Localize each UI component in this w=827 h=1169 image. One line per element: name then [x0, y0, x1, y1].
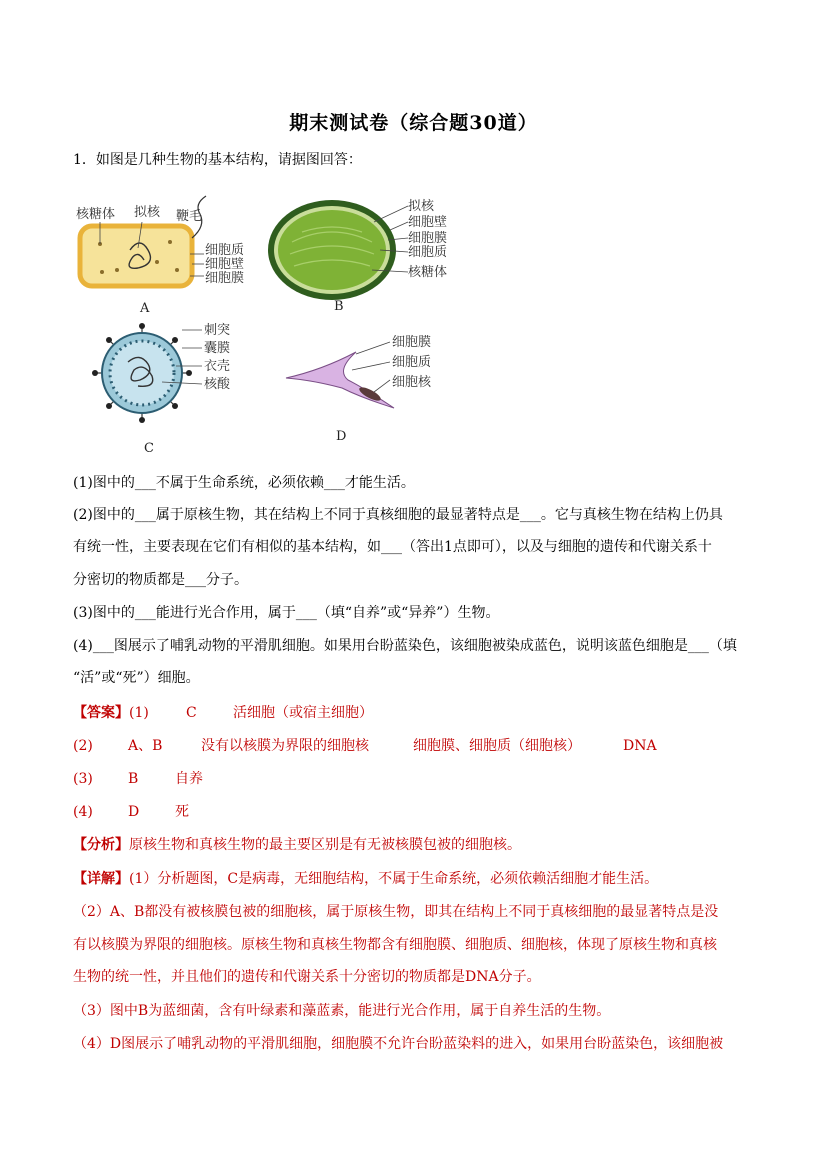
answer-2-b: 没有以核膜为界限的细胞核: [201, 738, 369, 754]
label-nucleoid: 拟核: [408, 199, 435, 214]
label-ribosome: 核糖体: [76, 207, 116, 222]
label-cell-wall: 细胞壁: [205, 257, 245, 272]
answer-3-number: (3): [73, 771, 93, 787]
detail-line-3: 有以核膜为界限的细胞核。原核生物和真核生物都含有细胞膜、细胞质、细胞核，体现了原核生物和真核: [73, 937, 717, 953]
question-2-line-2: 有统一性，主要表现在它们有相似的基本结构，如___（答出1点即可），以及与细胞的遗传和代谢关系十: [73, 539, 712, 555]
detail-line-5: （3）图中B为蓝细菌，含有叶绿素和藻蓝素，能进行光合作用，属于自养生活的生物。: [73, 1003, 611, 1019]
answer-tag: 【答案】: [73, 705, 129, 721]
label-nucleoid: 拟核: [134, 205, 161, 220]
page-title: 期末测试卷（综合题30道）: [289, 112, 538, 134]
answer-1-a: C: [186, 705, 197, 721]
question-stem: 1．如图是几种生物的基本结构，请据图回答：: [73, 152, 362, 168]
answer-4-number: (4): [73, 804, 93, 820]
prokaryote-cell-shape: [80, 226, 192, 286]
label-cell-wall: 细胞壁: [408, 215, 448, 230]
detail-p1: (1）分析题图，C是病毒，无细胞结构，不属于生命系统，必须依赖活细胞才能生活。: [129, 871, 659, 887]
answer-3-b: 自养: [175, 771, 203, 787]
question-3: (3)图中的___能进行光合作用，属于___（填“自养”或“异养”）生物。: [73, 605, 500, 621]
answer-2-a: A、B: [128, 738, 163, 754]
answer-3-a: B: [128, 771, 139, 787]
figure-d: [282, 330, 457, 445]
answer-2-number: (2): [73, 738, 93, 754]
figure-c: [90, 322, 260, 460]
figure-b-caption: B: [334, 299, 344, 314]
answer-1-b: 活细胞（或宿主细胞）: [233, 705, 373, 721]
detail-line-2: （2）A、B都没有被核膜包被的细胞核，属于原核生物，即其在结构上不同于真核细胞的最显著特点是没: [73, 904, 719, 920]
analysis-line: [73, 835, 763, 855]
question-1: (1)图中的___不属于生命系统，必须依赖___才能生活。: [73, 475, 415, 491]
label-cell-membrane: 细胞膜: [408, 231, 448, 246]
label-flagellum: 鞭毛: [176, 209, 203, 224]
detail-line-6: （4）D图展示了哺乳动物的平滑肌细胞，细胞膜不允许台盼蓝染料的进入，如果用台盼蓝染色，该细胞被: [73, 1036, 724, 1052]
answer-row-2: [73, 736, 763, 756]
label-cell-membrane: 细胞膜: [205, 271, 245, 286]
figure-c-caption: C: [144, 441, 154, 456]
analysis-text: 原核生物和真核生物的最主要区别是有无被核膜包被的细胞核。: [129, 837, 521, 853]
answer-1-number: (1): [129, 705, 149, 721]
label-envelope: 囊膜: [204, 341, 231, 356]
question-2-line-3: 分密切的物质都是___分子。: [73, 572, 248, 588]
detail-tag: 【详解】: [73, 871, 129, 887]
question-2-line-1: (2)图中的___属于原核生物，其在结构上不同于真核细胞的最显著特点是___。它与真核生物在结构上仍具: [73, 507, 723, 523]
answer-4-b: 死: [175, 804, 189, 820]
label-cell-membrane: 细胞膜: [392, 335, 432, 350]
label-cytoplasm: 细胞质: [205, 243, 245, 258]
detail-line-1: [73, 869, 763, 889]
label-nucleic-acid: 核酸: [204, 377, 231, 392]
label-ribosome: 核糖体: [408, 265, 448, 280]
question-4-line-1: (4)___图展示了哺乳动物的平滑肌细胞。如果用台盼蓝染色，该细胞被染成蓝色，说明该蓝色细胞是___（填: [73, 638, 737, 654]
answer-row-3: [73, 769, 763, 789]
label-nucleus: 细胞核: [392, 375, 432, 390]
answer-row-1: [73, 703, 763, 723]
label-cytoplasm: 细胞质: [392, 355, 432, 370]
analysis-tag: 【分析】: [73, 837, 129, 853]
figure-a: [72, 192, 272, 317]
answer-2-c: 细胞膜、细胞质（细胞核）: [413, 738, 581, 754]
label-capsid: 衣壳: [204, 359, 231, 374]
answer-2-d: DNA: [623, 738, 657, 754]
figure-d-caption: D: [336, 429, 347, 444]
question-4-line-2: “活”或“死”）细胞。: [73, 670, 200, 686]
answer-4-a: D: [128, 804, 140, 820]
figure-a-caption: A: [140, 301, 150, 316]
label-spike: 刺突: [204, 323, 231, 338]
label-cytoplasm: 细胞质: [408, 245, 448, 260]
figure-b: [262, 192, 472, 317]
detail-line-4: 生物的统一性，并且他们的遗传和代谢关系十分密切的物质都是DNA分子。: [73, 969, 541, 985]
answer-row-4: [73, 802, 763, 822]
